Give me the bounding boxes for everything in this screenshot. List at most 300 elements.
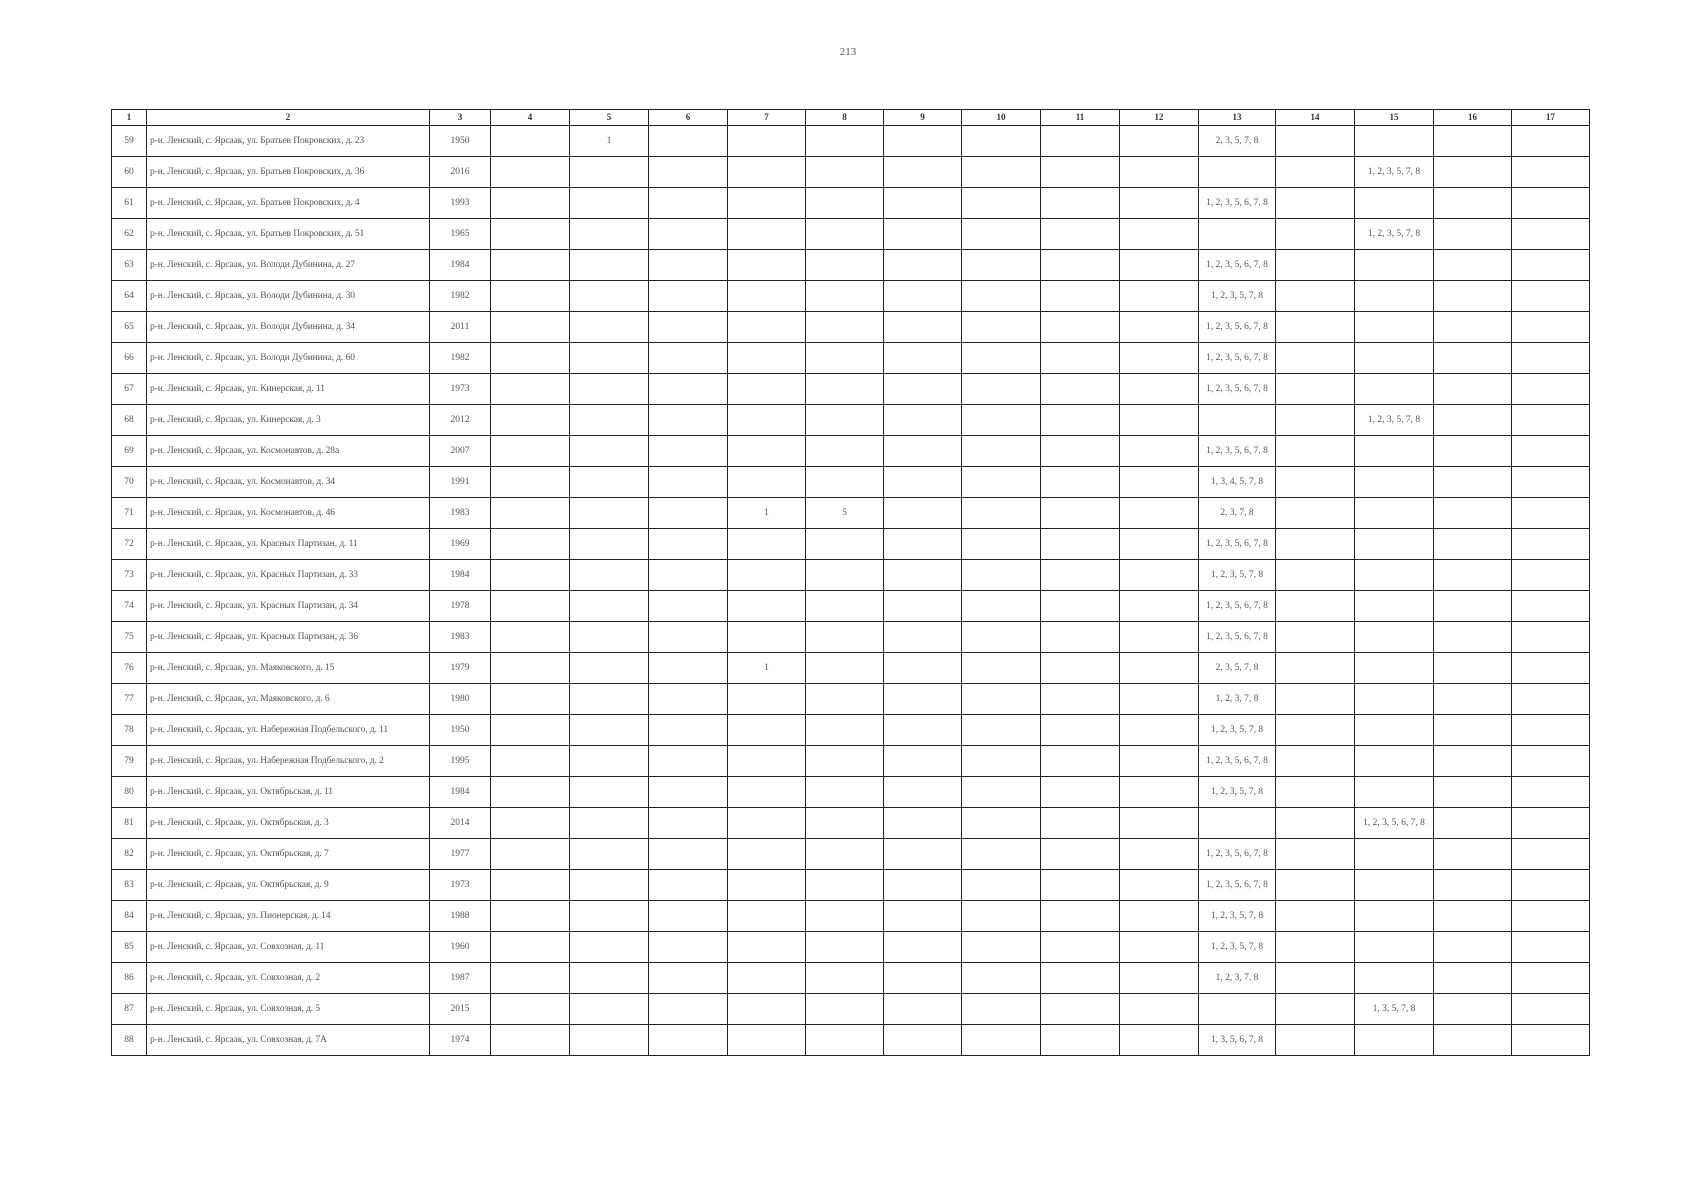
column-14-cell: [1276, 622, 1355, 653]
column-14-cell: [1276, 219, 1355, 250]
column-12-cell: [1120, 126, 1199, 157]
year-cell: 1982: [430, 343, 491, 374]
year-cell: 1977: [430, 839, 491, 870]
address-cell: р-н. Ленский, с. Ярсаак, ул. Володи Дубинина, д. 34: [147, 312, 430, 343]
column-10-cell: [962, 777, 1041, 808]
column-7-cell: [728, 560, 806, 591]
column-11-cell: [1041, 188, 1120, 219]
row-number-cell: 71: [112, 498, 147, 529]
column-16-cell: [1434, 994, 1512, 1025]
column-13-cell: 1, 2, 3, 5, 6, 7, 8: [1199, 746, 1276, 777]
column-4-cell: [491, 653, 570, 684]
column-13-cell: 1, 2, 3, 5, 6, 7, 8: [1199, 188, 1276, 219]
column-11-cell: [1041, 591, 1120, 622]
column-header-7: 7: [728, 110, 806, 126]
column-header-12: 12: [1120, 110, 1199, 126]
column-5-cell: [570, 250, 649, 281]
column-11-cell: [1041, 684, 1120, 715]
column-5-cell: [570, 467, 649, 498]
address-cell: р-н. Ленский, с. Ярсаак, ул. Братьев Покровских, д. 51: [147, 219, 430, 250]
column-6-cell: [649, 250, 728, 281]
column-11-cell: [1041, 746, 1120, 777]
column-7-cell: [728, 901, 806, 932]
column-5-cell: [570, 374, 649, 405]
column-12-cell: [1120, 932, 1199, 963]
column-7-cell: [728, 157, 806, 188]
column-5-cell: [570, 560, 649, 591]
address-cell: р-н. Ленский, с. Ярсаак, ул. Совхозная, д. 2: [147, 963, 430, 994]
column-15-cell: [1355, 467, 1434, 498]
row-number-cell: 84: [112, 901, 147, 932]
column-10-cell: [962, 126, 1041, 157]
year-cell: 1987: [430, 963, 491, 994]
row-number-cell: 69: [112, 436, 147, 467]
column-6-cell: [649, 343, 728, 374]
column-4-cell: [491, 777, 570, 808]
column-6-cell: [649, 777, 728, 808]
table-row: [112, 560, 1590, 591]
year-cell: 2011: [430, 312, 491, 343]
address-cell: р-н. Ленский, с. Ярсаак, ул. Набережная Подбельского, д. 2: [147, 746, 430, 777]
column-6-cell: [649, 467, 728, 498]
column-10-cell: [962, 529, 1041, 560]
column-13-cell: [1199, 405, 1276, 436]
column-8-cell: [806, 808, 884, 839]
column-5-cell: [570, 715, 649, 746]
row-number-cell: 64: [112, 281, 147, 312]
address-cell: р-н. Ленский, с. Ярсаак, ул. Кинерская, д. 3: [147, 405, 430, 436]
row-number-cell: 63: [112, 250, 147, 281]
column-5-cell: [570, 436, 649, 467]
column-6-cell: [649, 374, 728, 405]
column-8-cell: [806, 560, 884, 591]
year-cell: 1988: [430, 901, 491, 932]
column-17-cell: [1512, 250, 1590, 281]
column-9-cell: [884, 777, 962, 808]
column-7-cell: [728, 188, 806, 219]
address-cell: р-н. Ленский, с. Ярсаак, ул. Братьев Покровских, д. 36: [147, 157, 430, 188]
table-row: [112, 188, 1590, 219]
column-header-1: 1: [112, 110, 147, 126]
column-9-cell: [884, 436, 962, 467]
column-13-cell: 1, 2, 3, 5, 6, 7, 8: [1199, 839, 1276, 870]
column-10-cell: [962, 684, 1041, 715]
column-14-cell: [1276, 343, 1355, 374]
column-12-cell: [1120, 808, 1199, 839]
column-5-cell: [570, 188, 649, 219]
column-4-cell: [491, 932, 570, 963]
column-16-cell: [1434, 684, 1512, 715]
column-14-cell: [1276, 684, 1355, 715]
column-7-cell: [728, 219, 806, 250]
column-6-cell: [649, 932, 728, 963]
year-cell: 1983: [430, 622, 491, 653]
column-8-cell: [806, 622, 884, 653]
column-11-cell: [1041, 281, 1120, 312]
column-5-cell: [570, 839, 649, 870]
column-17-cell: [1512, 529, 1590, 560]
table-row: [112, 994, 1590, 1025]
column-17-cell: [1512, 374, 1590, 405]
column-13-cell: [1199, 157, 1276, 188]
column-5-cell: [570, 932, 649, 963]
address-cell: р-н. Ленский, с. Ярсаак, ул. Октябрьская, д. 9: [147, 870, 430, 901]
column-12-cell: [1120, 901, 1199, 932]
column-12-cell: [1120, 994, 1199, 1025]
column-6-cell: [649, 560, 728, 591]
address-cell: р-н. Ленский, с. Ярсаак, ул. Братьев Покровских, д. 4: [147, 188, 430, 219]
column-15-cell: [1355, 498, 1434, 529]
column-14-cell: [1276, 994, 1355, 1025]
column-8-cell: [806, 188, 884, 219]
column-4-cell: [491, 188, 570, 219]
column-11-cell: [1041, 653, 1120, 684]
table-row: [112, 219, 1590, 250]
column-10-cell: [962, 1025, 1041, 1056]
column-17-cell: [1512, 467, 1590, 498]
column-9-cell: [884, 560, 962, 591]
column-4-cell: [491, 746, 570, 777]
column-header-5: 5: [570, 110, 649, 126]
column-8-cell: [806, 932, 884, 963]
table-row: [112, 467, 1590, 498]
column-12-cell: [1120, 436, 1199, 467]
column-header-17: 17: [1512, 110, 1590, 126]
column-10-cell: [962, 870, 1041, 901]
column-16-cell: [1434, 870, 1512, 901]
column-6-cell: [649, 963, 728, 994]
column-4-cell: [491, 994, 570, 1025]
column-9-cell: [884, 870, 962, 901]
column-4-cell: [491, 498, 570, 529]
column-15-cell: [1355, 560, 1434, 591]
column-12-cell: [1120, 467, 1199, 498]
column-6-cell: [649, 994, 728, 1025]
column-15-cell: [1355, 281, 1434, 312]
column-16-cell: [1434, 219, 1512, 250]
column-13-cell: 1, 2, 3, 5, 6, 7, 8: [1199, 374, 1276, 405]
column-15-cell: [1355, 126, 1434, 157]
column-17-cell: [1512, 188, 1590, 219]
table-row: [112, 436, 1590, 467]
column-11-cell: [1041, 994, 1120, 1025]
column-8-cell: [806, 529, 884, 560]
column-4-cell: [491, 250, 570, 281]
column-13-cell: 1, 2, 3, 5, 6, 7, 8: [1199, 591, 1276, 622]
row-number-cell: 86: [112, 963, 147, 994]
column-15-cell: [1355, 343, 1434, 374]
column-16-cell: [1434, 188, 1512, 219]
column-15-cell: 1, 2, 3, 5, 7, 8: [1355, 219, 1434, 250]
column-6-cell: [649, 188, 728, 219]
column-12-cell: [1120, 870, 1199, 901]
column-17-cell: [1512, 746, 1590, 777]
column-17-cell: [1512, 126, 1590, 157]
column-4-cell: [491, 591, 570, 622]
column-12-cell: [1120, 529, 1199, 560]
column-6-cell: [649, 653, 728, 684]
column-8-cell: [806, 839, 884, 870]
column-13-cell: 1, 2, 3, 5, 6, 7, 8: [1199, 529, 1276, 560]
column-16-cell: [1434, 560, 1512, 591]
column-8-cell: [806, 1025, 884, 1056]
column-14-cell: [1276, 157, 1355, 188]
table-row: [112, 932, 1590, 963]
column-16-cell: [1434, 808, 1512, 839]
year-cell: 1984: [430, 777, 491, 808]
column-9-cell: [884, 529, 962, 560]
row-number-cell: 83: [112, 870, 147, 901]
table-body: [112, 126, 1590, 1056]
column-16-cell: [1434, 932, 1512, 963]
column-15-cell: [1355, 870, 1434, 901]
column-12-cell: [1120, 653, 1199, 684]
column-header-13: 13: [1199, 110, 1276, 126]
column-4-cell: [491, 219, 570, 250]
column-14-cell: [1276, 932, 1355, 963]
column-5-cell: [570, 777, 649, 808]
column-10-cell: [962, 591, 1041, 622]
column-17-cell: [1512, 405, 1590, 436]
column-15-cell: [1355, 374, 1434, 405]
column-16-cell: [1434, 126, 1512, 157]
column-12-cell: [1120, 591, 1199, 622]
column-9-cell: [884, 901, 962, 932]
column-7-cell: [728, 591, 806, 622]
column-14-cell: [1276, 839, 1355, 870]
column-15-cell: [1355, 529, 1434, 560]
column-12-cell: [1120, 839, 1199, 870]
column-9-cell: [884, 994, 962, 1025]
column-8-cell: [806, 653, 884, 684]
column-8-cell: [806, 126, 884, 157]
column-14-cell: [1276, 529, 1355, 560]
year-cell: 1974: [430, 1025, 491, 1056]
page-number: 213: [839, 46, 857, 58]
year-cell: 1978: [430, 591, 491, 622]
column-16-cell: [1434, 1025, 1512, 1056]
row-number-cell: 59: [112, 126, 147, 157]
column-11-cell: [1041, 901, 1120, 932]
column-6-cell: [649, 901, 728, 932]
column-9-cell: [884, 467, 962, 498]
column-11-cell: [1041, 808, 1120, 839]
column-header-16: 16: [1434, 110, 1512, 126]
column-4-cell: [491, 870, 570, 901]
column-14-cell: [1276, 715, 1355, 746]
column-6-cell: [649, 157, 728, 188]
column-16-cell: [1434, 281, 1512, 312]
column-12-cell: [1120, 684, 1199, 715]
column-11-cell: [1041, 219, 1120, 250]
column-15-cell: 1, 2, 3, 5, 7, 8: [1355, 405, 1434, 436]
column-10-cell: [962, 498, 1041, 529]
row-number-cell: 85: [112, 932, 147, 963]
column-11-cell: [1041, 622, 1120, 653]
column-13-cell: 1, 2, 3, 5, 6, 7, 8: [1199, 343, 1276, 374]
column-12-cell: [1120, 157, 1199, 188]
row-number-cell: 60: [112, 157, 147, 188]
column-15-cell: [1355, 622, 1434, 653]
year-cell: 1950: [430, 126, 491, 157]
column-16-cell: [1434, 436, 1512, 467]
column-16-cell: [1434, 591, 1512, 622]
column-7-cell: [728, 839, 806, 870]
column-header-2: 2: [147, 110, 430, 126]
address-cell: р-н. Ленский, с. Ярсаак, ул. Володи Дубинина, д. 30: [147, 281, 430, 312]
column-7-cell: [728, 963, 806, 994]
column-7-cell: [728, 281, 806, 312]
row-number-cell: 67: [112, 374, 147, 405]
column-6-cell: [649, 312, 728, 343]
column-12-cell: [1120, 281, 1199, 312]
column-7-cell: [728, 467, 806, 498]
column-14-cell: [1276, 777, 1355, 808]
column-16-cell: [1434, 715, 1512, 746]
column-10-cell: [962, 467, 1041, 498]
column-14-cell: [1276, 963, 1355, 994]
column-5-cell: [570, 994, 649, 1025]
column-12-cell: [1120, 622, 1199, 653]
column-12-cell: [1120, 560, 1199, 591]
table-row: [112, 839, 1590, 870]
column-14-cell: [1276, 436, 1355, 467]
column-14-cell: [1276, 281, 1355, 312]
column-17-cell: [1512, 901, 1590, 932]
column-13-cell: [1199, 808, 1276, 839]
column-4-cell: [491, 374, 570, 405]
year-cell: 1980: [430, 684, 491, 715]
column-9-cell: [884, 188, 962, 219]
column-10-cell: [962, 963, 1041, 994]
year-cell: 2012: [430, 405, 491, 436]
column-4-cell: [491, 622, 570, 653]
column-17-cell: [1512, 436, 1590, 467]
column-8-cell: [806, 746, 884, 777]
address-cell: р-н. Ленский, с. Ярсаак, ул. Октябрьская, д. 3: [147, 808, 430, 839]
column-17-cell: [1512, 715, 1590, 746]
column-6-cell: [649, 219, 728, 250]
column-13-cell: 1, 2, 3, 5, 6, 7, 8: [1199, 250, 1276, 281]
column-4-cell: [491, 839, 570, 870]
column-15-cell: [1355, 839, 1434, 870]
column-6-cell: [649, 591, 728, 622]
address-cell: р-н. Ленский, с. Ярсаак, ул. Маяковского, д. 6: [147, 684, 430, 715]
column-12-cell: [1120, 963, 1199, 994]
column-10-cell: [962, 312, 1041, 343]
address-cell: р-н. Ленский, с. Ярсаак, ул. Космонавтов, д. 46: [147, 498, 430, 529]
column-9-cell: [884, 405, 962, 436]
address-cell: р-н. Ленский, с. Ярсаак, ул. Маяковского, д. 15: [147, 653, 430, 684]
column-8-cell: [806, 312, 884, 343]
table-row: [112, 281, 1590, 312]
column-9-cell: [884, 932, 962, 963]
column-7-cell: [728, 312, 806, 343]
column-17-cell: [1512, 839, 1590, 870]
column-6-cell: [649, 126, 728, 157]
year-cell: 1991: [430, 467, 491, 498]
column-6-cell: [649, 622, 728, 653]
address-cell: р-н. Ленский, с. Ярсаак, ул. Совхозная, д. 7А: [147, 1025, 430, 1056]
table-row: [112, 653, 1590, 684]
column-12-cell: [1120, 250, 1199, 281]
column-4-cell: [491, 715, 570, 746]
column-10-cell: [962, 839, 1041, 870]
column-13-cell: 1, 2, 3, 5, 6, 7, 8: [1199, 622, 1276, 653]
column-17-cell: [1512, 157, 1590, 188]
column-17-cell: [1512, 963, 1590, 994]
column-4-cell: [491, 157, 570, 188]
column-9-cell: [884, 746, 962, 777]
column-6-cell: [649, 870, 728, 901]
column-14-cell: [1276, 405, 1355, 436]
column-16-cell: [1434, 405, 1512, 436]
year-cell: 1979: [430, 653, 491, 684]
address-cell: р-н. Ленский, с. Ярсаак, ул. Красных Партизан, д. 34: [147, 591, 430, 622]
address-cell: р-н. Ленский, с. Ярсаак, ул. Володи Дубинина, д. 60: [147, 343, 430, 374]
column-11-cell: [1041, 312, 1120, 343]
column-5-cell: 1: [570, 126, 649, 157]
column-16-cell: [1434, 901, 1512, 932]
column-7-cell: [728, 932, 806, 963]
column-5-cell: [570, 901, 649, 932]
address-cell: р-н. Ленский, с. Ярсаак, ул. Набережная Подбельского, д. 11: [147, 715, 430, 746]
row-number-cell: 79: [112, 746, 147, 777]
column-9-cell: [884, 622, 962, 653]
column-13-cell: 1, 2, 3, 5, 6, 7, 8: [1199, 436, 1276, 467]
column-12-cell: [1120, 498, 1199, 529]
column-5-cell: [570, 281, 649, 312]
column-15-cell: [1355, 188, 1434, 219]
column-13-cell: 1, 2, 3, 5, 7, 8: [1199, 560, 1276, 591]
table-row: [112, 901, 1590, 932]
column-17-cell: [1512, 1025, 1590, 1056]
column-5-cell: [570, 529, 649, 560]
column-15-cell: [1355, 250, 1434, 281]
column-15-cell: [1355, 1025, 1434, 1056]
column-13-cell: 1, 3, 5, 6, 7, 8: [1199, 1025, 1276, 1056]
column-11-cell: [1041, 560, 1120, 591]
column-17-cell: [1512, 560, 1590, 591]
column-7-cell: [728, 250, 806, 281]
year-cell: 1960: [430, 932, 491, 963]
column-9-cell: [884, 498, 962, 529]
column-6-cell: [649, 684, 728, 715]
column-header-4: 4: [491, 110, 570, 126]
column-4-cell: [491, 808, 570, 839]
row-number-cell: 72: [112, 529, 147, 560]
column-12-cell: [1120, 188, 1199, 219]
column-header-3: 3: [430, 110, 491, 126]
column-16-cell: [1434, 374, 1512, 405]
column-7-cell: [728, 870, 806, 901]
column-5-cell: [570, 963, 649, 994]
column-15-cell: 1, 2, 3, 5, 7, 8: [1355, 157, 1434, 188]
row-number-cell: 88: [112, 1025, 147, 1056]
year-cell: 1950: [430, 715, 491, 746]
column-8-cell: [806, 467, 884, 498]
column-13-cell: 2, 3, 5, 7, 8: [1199, 126, 1276, 157]
column-14-cell: [1276, 901, 1355, 932]
address-cell: р-н. Ленский, с. Ярсаак, ул. Октябрьская, д. 11: [147, 777, 430, 808]
column-4-cell: [491, 684, 570, 715]
column-13-cell: 1, 2, 3, 5, 7, 8: [1199, 715, 1276, 746]
column-15-cell: [1355, 312, 1434, 343]
column-15-cell: 1, 2, 3, 5, 6, 7, 8: [1355, 808, 1434, 839]
column-12-cell: [1120, 374, 1199, 405]
column-11-cell: [1041, 405, 1120, 436]
column-11-cell: [1041, 250, 1120, 281]
